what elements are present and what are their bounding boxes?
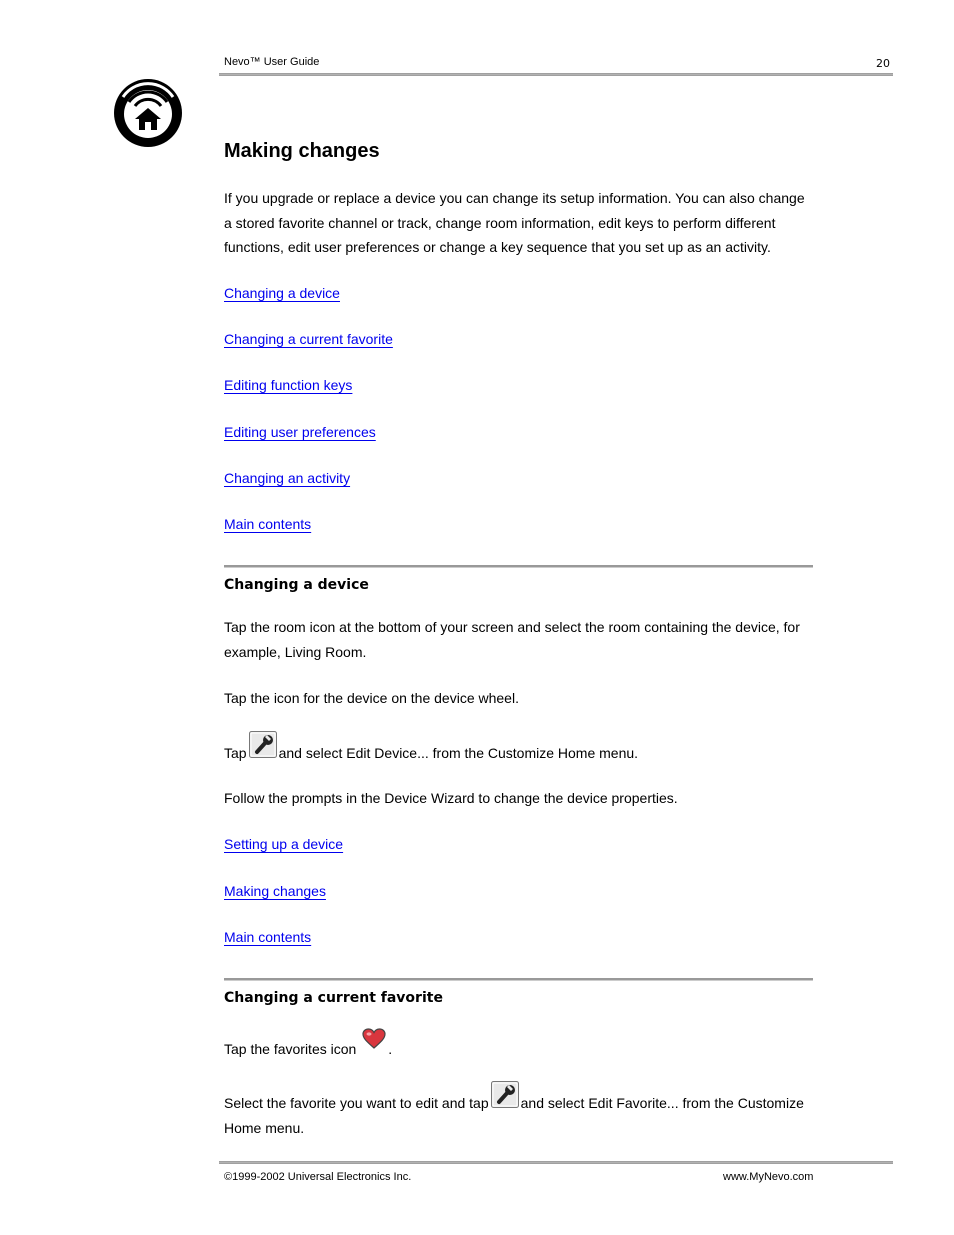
header-title: Nevo™ User Guide — [224, 56, 320, 68]
favorite-step-2 — [224, 1081, 814, 1140]
wrench-icon — [491, 1081, 519, 1116]
section-divider-2 — [224, 978, 813, 981]
link-main-contents-2[interactable]: Main contents — [224, 929, 312, 945]
link-editing-user-preferences[interactable]: Editing user preferences — [224, 424, 376, 440]
device-step-3 — [224, 731, 814, 766]
header-divider — [219, 73, 893, 76]
device-step-4: Follow the prompts in the Device Wizard to change the device properties. — [224, 790, 678, 806]
heart-icon — [362, 1028, 386, 1058]
link-making-changes[interactable]: Making changes — [224, 883, 326, 899]
wrench-icon — [249, 731, 277, 766]
favorite-step-1-before: Tap the favorites icon — [224, 1041, 357, 1057]
nevo-logo-icon — [111, 75, 185, 147]
favorite-step-2-after: and select Edit Favorite... from the Customize Home menu. — [224, 1095, 804, 1136]
page-title: Making changes — [224, 140, 380, 162]
link-changing-an-activity[interactable]: Changing an activity — [224, 470, 351, 486]
favorite-step-1-after: . — [388, 1041, 393, 1057]
favorite-step-2-before: Select the favorite you want to edit and tap — [224, 1095, 489, 1111]
section-heading-changing-a-device: Changing a device — [224, 577, 369, 593]
footer-copyright: ©1999-2002 Universal Electronics Inc. — [224, 1171, 412, 1183]
device-step-1: Tap the room icon at the bottom of your screen and select the room containing the device, for example, Living Room. — [224, 619, 800, 660]
favorite-step-1 — [224, 1028, 814, 1062]
intro-paragraph: If you upgrade or replace a device you can change its setup information. You can also change a stored favorite channel or track, change room information, edit keys to perform different functions, edit user preferences or change a key sequence that you set up as an activity. — [224, 190, 805, 255]
device-step-2: Tap the icon for the device on the device wheel. — [224, 690, 519, 706]
device-step-3-after: and select Edit Device... from the Customize Home menu. — [278, 745, 639, 761]
link-changing-a-current-favorite[interactable]: Changing a current favorite — [224, 331, 393, 347]
footer-website: www.MyNevo.com — [723, 1171, 814, 1183]
link-editing-function-keys[interactable]: Editing function keys — [224, 377, 353, 393]
link-main-contents[interactable]: Main contents — [224, 516, 312, 532]
section-heading-changing-a-current-favorite: Changing a current favorite — [224, 990, 443, 1006]
link-changing-a-device[interactable]: Changing a device — [224, 285, 340, 301]
section-divider — [224, 565, 813, 568]
device-step-3-before: Tap — [224, 745, 247, 761]
page-number: 20 — [876, 57, 890, 70]
link-setting-up-a-device[interactable]: Setting up a device — [224, 836, 344, 852]
footer-divider — [219, 1161, 893, 1164]
